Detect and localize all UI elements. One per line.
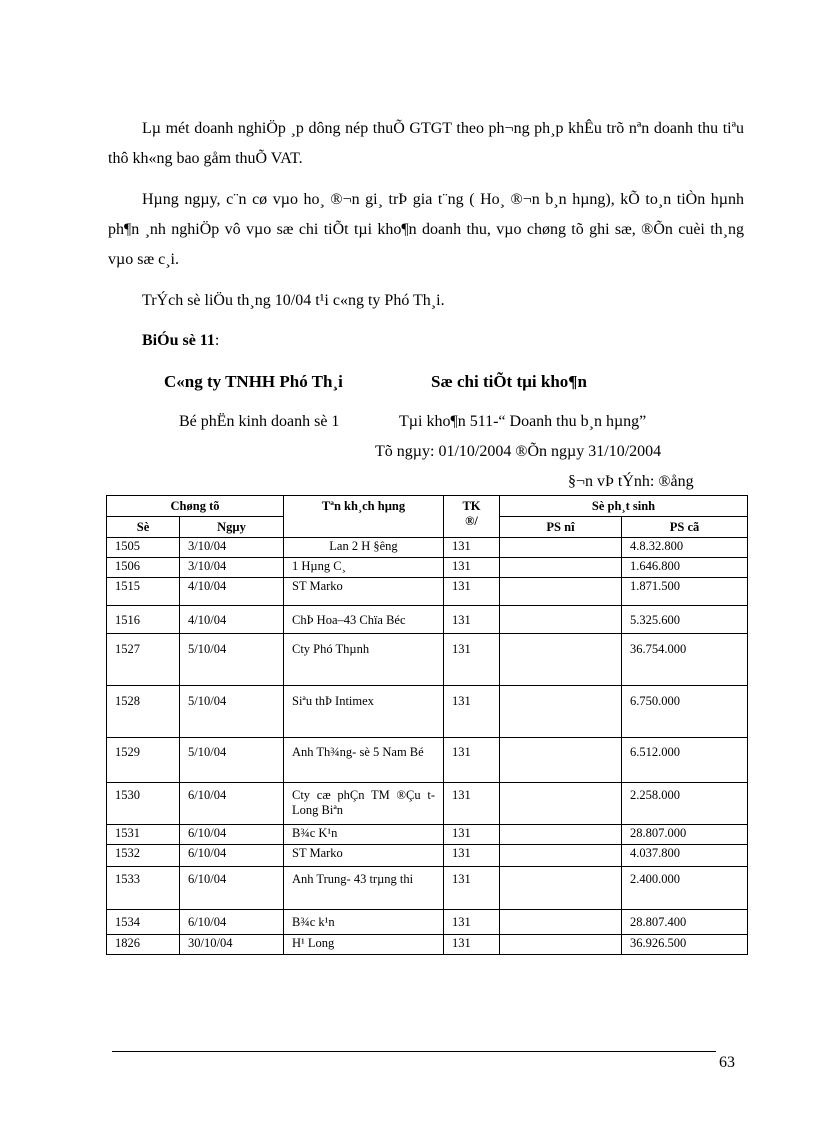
account-code: 131: [444, 935, 500, 955]
credit-header: PS cã: [622, 517, 748, 538]
example-label-line: [142, 332, 219, 350]
voucher-date: 3/10/04: [180, 538, 284, 558]
voucher-number: 1506: [107, 558, 180, 578]
voucher-date: 6/10/04: [180, 910, 284, 935]
voucher-date: 4/10/04: [180, 578, 284, 606]
voucher-number: 1530: [107, 783, 180, 825]
debit-amount: [500, 558, 622, 578]
company-name: C«ng ty TNHH Phó Th¸i: [164, 372, 343, 391]
debit-amount: [500, 538, 622, 558]
table-row: [107, 558, 748, 578]
number-header: Sè: [107, 517, 180, 538]
credit-amount: 4.8.32.800: [622, 538, 748, 558]
credit-amount: 6.512.000: [622, 738, 748, 783]
credit-amount: 4.037.800: [622, 845, 748, 867]
debit-amount: [500, 935, 622, 955]
voucher-number: 1534: [107, 910, 180, 935]
page-number: 63: [719, 1054, 735, 1071]
intro-paragraph: Lµ mét doanh nghiÖp ¸p dông nép thuÕ GTGT theo ph¬ng ph¸p khÊu trõ nªn doanh thu tiªu thô kh«ng bao gåm thuÕ VAT.: [108, 120, 744, 167]
table-row: [107, 825, 748, 845]
voucher-date: 5/10/04: [180, 634, 284, 686]
credit-amount: 36.926.500: [622, 935, 748, 955]
debit-amount: [500, 634, 622, 686]
extract-paragraph: TrÝch sè liÖu th¸ng 10/04 t¹i c«ng ty Phó Th¸i.: [142, 292, 445, 309]
voucher-date: 6/10/04: [180, 867, 284, 910]
ledger-title: Sæ chi tiÕt tµi kho¶n: [431, 372, 587, 391]
customer-name: B¾c K¹n: [284, 825, 444, 845]
date-range: Tõ ngµy: 01/10/2004 ®Õn ngµy 31/10/2004: [375, 443, 662, 460]
account-code: 131: [444, 538, 500, 558]
credit-amount: 28.807.000: [622, 825, 748, 845]
credit-amount: 6.750.000: [622, 686, 748, 738]
date-header: Ngµy: [180, 517, 284, 538]
debit-amount: [500, 578, 622, 606]
customer-name: ChÞ Hoa–43 Chïa Béc: [284, 606, 444, 634]
customer-name: 1 Hµng C¸: [284, 558, 444, 578]
table-row: [107, 578, 748, 606]
debit-amount: [500, 606, 622, 634]
voucher-number: 1515: [107, 578, 180, 606]
voucher-date: 6/10/04: [180, 845, 284, 867]
customer-name: ST Marko: [284, 578, 444, 606]
voucher-date: 3/10/04: [180, 558, 284, 578]
debit-amount: [500, 738, 622, 783]
account-code: 131: [444, 783, 500, 825]
debit-amount: [500, 867, 622, 910]
credit-amount: 2.258.000: [622, 783, 748, 825]
account-line: Tµi kho¶n 511-“ Doanh thu b¸n hµng”: [399, 413, 647, 430]
voucher-number: 1529: [107, 738, 180, 783]
voucher-date: 6/10/04: [180, 825, 284, 845]
debit-amount: [500, 825, 622, 845]
footer-rule: [112, 1051, 716, 1052]
table-row: [107, 634, 748, 686]
account-code: 131: [444, 686, 500, 738]
amount-header: Sè ph¸t sinh: [500, 496, 748, 517]
department-line: Bé phËn kinh doanh sè 1: [179, 413, 340, 430]
table-row: [107, 935, 748, 955]
customer-name: ST Marko: [284, 845, 444, 867]
voucher-date: 4/10/04: [180, 606, 284, 634]
debit-amount: [500, 845, 622, 867]
credit-amount: 1.871.500: [622, 578, 748, 606]
unit-label: §¬n vÞ tÝnh: ®ång: [568, 473, 694, 490]
voucher-number: 1826: [107, 935, 180, 955]
table-row: [107, 910, 748, 935]
customer-name: Anh Trung- 43 trµng thi: [284, 867, 444, 910]
account-code: 131: [444, 738, 500, 783]
example-colon: :: [214, 332, 220, 349]
account-code: 131: [444, 825, 500, 845]
table-row: [107, 783, 748, 825]
voucher-date: 6/10/04: [180, 783, 284, 825]
voucher-header: Chøng tõ: [107, 496, 284, 517]
customer-name: Cty cæ phÇn TM ®Çu t- Long Biªn: [284, 783, 444, 825]
customer-name: B¾c k¹n: [284, 910, 444, 935]
customer-name: H¹ Long: [284, 935, 444, 955]
table-row: [107, 867, 748, 910]
voucher-number: 1531: [107, 825, 180, 845]
customer-header: Tªn kh¸ch hµng: [284, 496, 444, 538]
voucher-number: 1527: [107, 634, 180, 686]
account-header: TK ®/: [444, 496, 500, 538]
customer-name: Anh Th¾ng- sè 5 Nam Bé: [284, 738, 444, 783]
voucher-date: 5/10/04: [180, 738, 284, 783]
account-code: 131: [444, 634, 500, 686]
credit-amount: 5.325.600: [622, 606, 748, 634]
account-code: 131: [444, 910, 500, 935]
credit-amount: 36.754.000: [622, 634, 748, 686]
voucher-date: 30/10/04: [180, 935, 284, 955]
table-row: [107, 606, 748, 634]
voucher-date: 5/10/04: [180, 686, 284, 738]
customer-name: Lan 2 H §êng: [284, 538, 444, 558]
account-code: 131: [444, 845, 500, 867]
table-row: [107, 738, 748, 783]
customer-name: Siªu thÞ Intimex: [284, 686, 444, 738]
debit-amount: [500, 910, 622, 935]
credit-amount: 2.400.000: [622, 867, 748, 910]
customer-name: Cty Phó Thµnh: [284, 634, 444, 686]
account-code: 131: [444, 867, 500, 910]
voucher-number: 1528: [107, 686, 180, 738]
voucher-number: 1505: [107, 538, 180, 558]
table-row: [107, 686, 748, 738]
account-code: 131: [444, 558, 500, 578]
debit-header: PS nî: [500, 517, 622, 538]
table-row: [107, 845, 748, 867]
example-label: BiÓu sè 11: [142, 332, 215, 349]
process-paragraph: Hµng ngµy, c¨n cø vµo ho¸ ®¬n gi¸ trÞ gia t¨ng ( Ho¸ ®¬n b¸n hµng), kÕ to¸n tiÒn hµnh ph¶n ¸nh nghiÖp vô vµo sæ chi tiÕt tµi kho¶n doanh thu, vµo chøng tõ ghi sæ, ®Õn cuèi th¸ng vµo sæ c¸i.: [108, 191, 744, 268]
credit-amount: 1.646.800: [622, 558, 748, 578]
table-row: [107, 538, 748, 558]
account-code: 131: [444, 606, 500, 634]
debit-amount: [500, 686, 622, 738]
voucher-number: 1533: [107, 867, 180, 910]
debit-amount: [500, 783, 622, 825]
voucher-number: 1532: [107, 845, 180, 867]
ledger-table: [106, 495, 748, 955]
voucher-number: 1516: [107, 606, 180, 634]
credit-amount: 28.807.400: [622, 910, 748, 935]
account-code: 131: [444, 578, 500, 606]
